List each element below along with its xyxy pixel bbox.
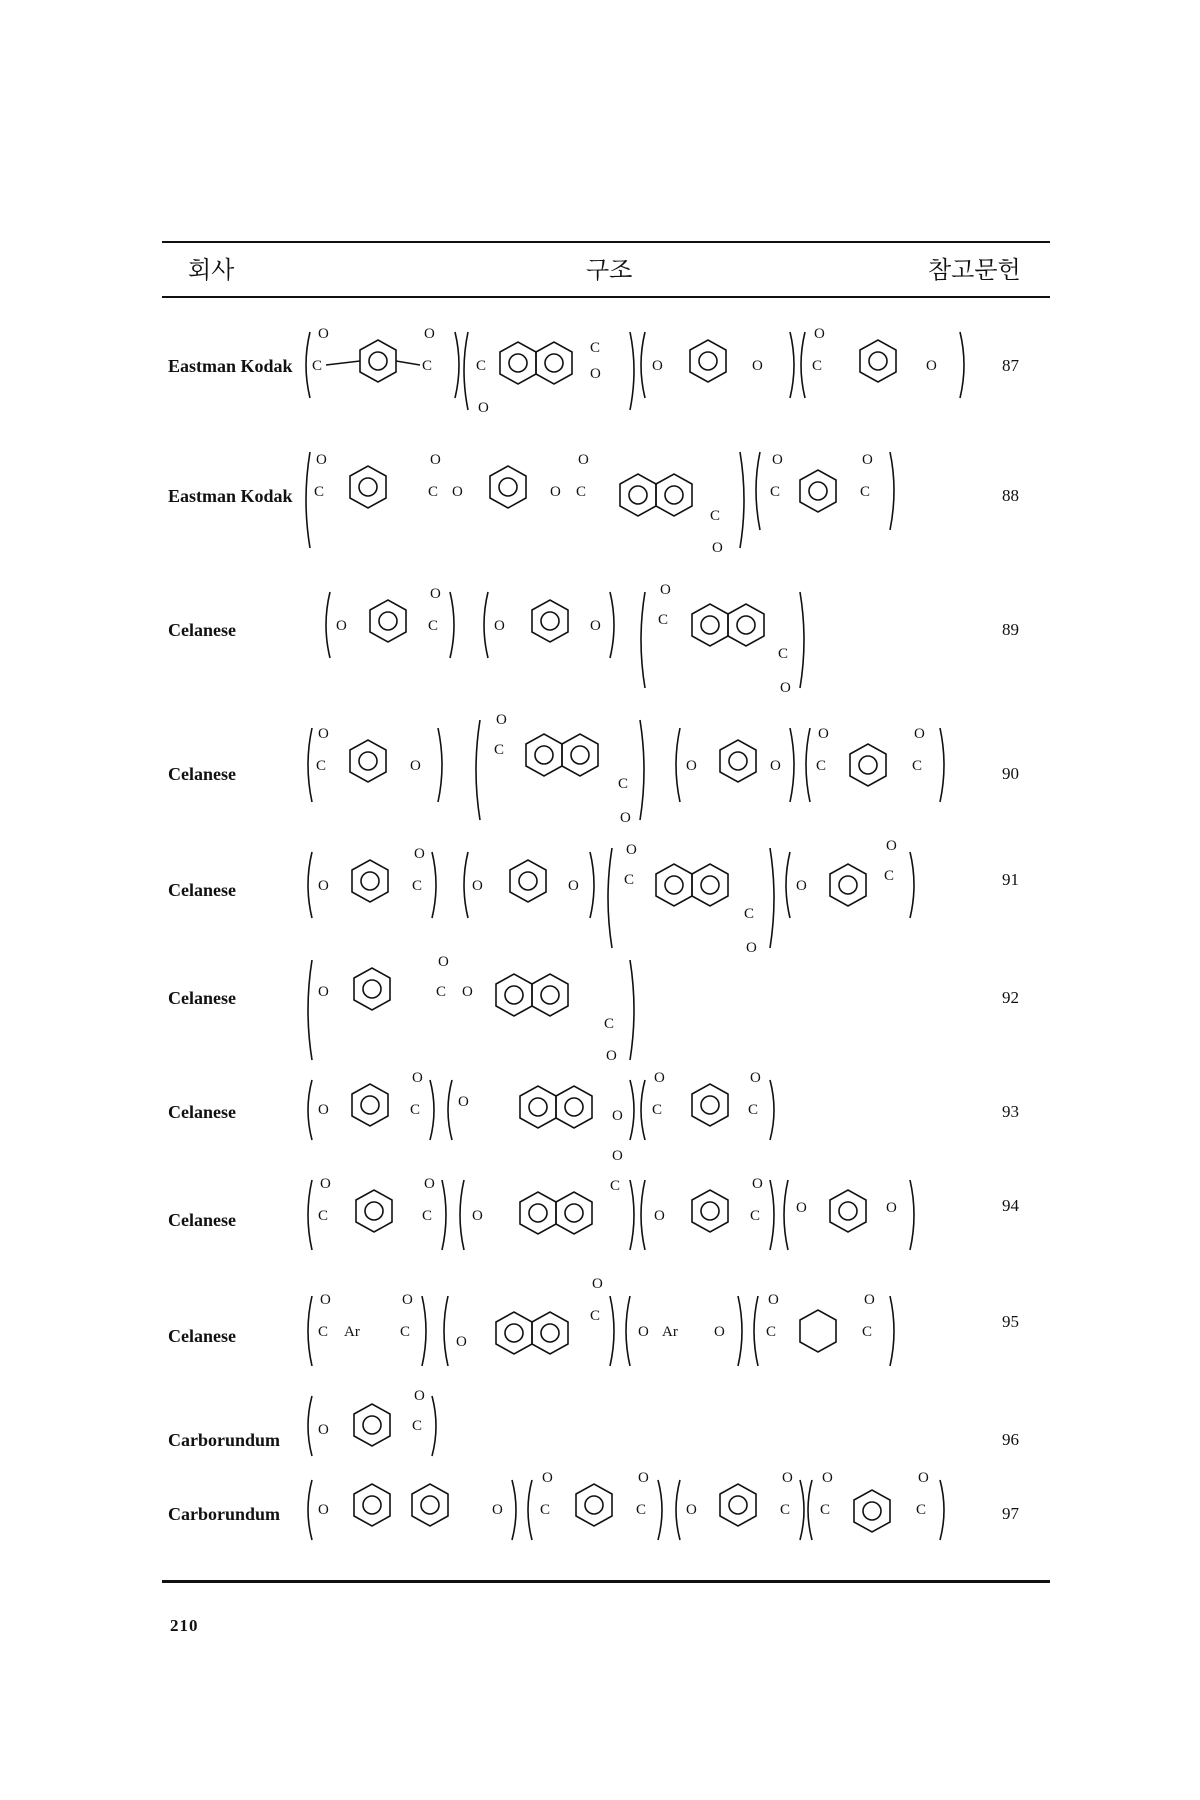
chemical-structure-95 (300, 1276, 980, 1386)
svg-text:O: O (768, 1292, 779, 1308)
reference-number: 97 (1002, 1504, 1019, 1523)
svg-text:O: O (320, 1292, 331, 1308)
svg-text:C: C (624, 872, 635, 888)
company-name: Celanese (168, 1102, 236, 1122)
svg-text:O: O (752, 358, 763, 374)
svg-text:O: O (886, 1200, 897, 1216)
svg-text:O: O (814, 326, 825, 342)
svg-text:O: O (590, 366, 601, 382)
svg-text:C: C (710, 508, 721, 524)
svg-text:O: O (478, 400, 489, 416)
chemical-structure-96 (300, 1390, 980, 1470)
svg-text:O: O (818, 726, 829, 742)
svg-text:O: O (864, 1292, 875, 1308)
svg-text:O: O (620, 810, 631, 826)
svg-text:O: O (430, 586, 441, 602)
svg-text:O: O (822, 1470, 833, 1486)
svg-text:O: O (542, 1470, 553, 1486)
svg-text:O: O (782, 1470, 793, 1486)
reference-number: 95 (1002, 1312, 1019, 1331)
chemical-structure-89 (300, 580, 980, 700)
svg-text:O: O (796, 1200, 807, 1216)
svg-text:C: C (770, 484, 781, 500)
svg-text:C: C (884, 868, 895, 884)
svg-text:C: C (778, 646, 789, 662)
table-header-rule (162, 296, 1050, 298)
company-name: Carborundum (168, 1430, 281, 1450)
svg-text:C: C (476, 358, 487, 374)
company-name: Celanese (168, 880, 236, 900)
company-name: Celanese (168, 988, 236, 1008)
svg-text:O: O (592, 1276, 603, 1292)
svg-text:O: O (336, 618, 347, 634)
svg-text:O: O (318, 326, 329, 342)
svg-text:C: C (862, 1324, 873, 1340)
reference-number: 94 (1002, 1196, 1019, 1215)
svg-text:O: O (496, 712, 507, 728)
svg-text:O: O (862, 452, 873, 468)
svg-text:O: O (318, 878, 329, 894)
svg-text:O: O (626, 842, 637, 858)
svg-text:C: C (410, 1102, 421, 1118)
svg-text:O: O (550, 484, 561, 500)
svg-text:C: C (744, 906, 755, 922)
company-name: Celanese (168, 764, 236, 784)
page-number: 210 (170, 1616, 199, 1635)
svg-text:Ar: Ar (344, 1324, 360, 1340)
svg-text:C: C (812, 358, 823, 374)
svg-text:C: C (618, 776, 629, 792)
svg-text:C: C (780, 1502, 791, 1518)
svg-text:O: O (430, 452, 441, 468)
svg-text:O: O (456, 1334, 467, 1350)
svg-text:C: C (576, 484, 587, 500)
svg-text:O: O (316, 452, 327, 468)
svg-text:O: O (660, 582, 671, 598)
svg-text:O: O (414, 846, 425, 862)
svg-text:C: C (766, 1324, 777, 1340)
svg-text:O: O (686, 758, 697, 774)
chemical-structure-93 (300, 1070, 980, 1160)
svg-text:C: C (428, 484, 439, 500)
svg-text:C: C (400, 1324, 411, 1340)
svg-text:C: C (422, 358, 433, 374)
svg-text:O: O (712, 540, 723, 556)
svg-text:C: C (318, 1208, 329, 1224)
svg-text:O: O (638, 1324, 649, 1340)
chemical-structure-90 (300, 710, 980, 830)
svg-text:O: O (492, 1502, 503, 1518)
svg-text:C: C (912, 758, 923, 774)
svg-text:O: O (918, 1470, 929, 1486)
chemical-structure-87 (300, 320, 980, 430)
svg-text:O: O (926, 358, 937, 374)
chemical-structure-92 (300, 954, 980, 1070)
svg-text:C: C (412, 878, 423, 894)
reference-number: 89 (1002, 620, 1019, 639)
chemical-structure-94 (300, 1148, 980, 1270)
svg-text:O: O (590, 618, 601, 634)
reference-number: 92 (1002, 988, 1019, 1007)
svg-text:O: O (438, 954, 449, 970)
svg-text:C: C (860, 484, 871, 500)
svg-text:O: O (318, 984, 329, 1000)
svg-text:C: C (750, 1208, 761, 1224)
chemical-structure-88 (300, 440, 980, 560)
svg-text:C: C (436, 984, 447, 1000)
reference-number: 96 (1002, 1430, 1019, 1449)
svg-text:O: O (638, 1470, 649, 1486)
svg-text:O: O (752, 1176, 763, 1192)
svg-text:C: C (610, 1178, 621, 1194)
svg-text:C: C (652, 1102, 663, 1118)
svg-text:O: O (424, 326, 435, 342)
svg-text:O: O (494, 618, 505, 634)
svg-text:O: O (402, 1292, 413, 1308)
svg-text:O: O (318, 1102, 329, 1118)
svg-text:O: O (412, 1070, 423, 1086)
reference-number: 91 (1002, 870, 1019, 889)
svg-text:O: O (654, 1208, 665, 1224)
table-bottom-rule (162, 1580, 1050, 1583)
column-header-reference: 참고문헌 (928, 256, 1021, 284)
svg-text:O: O (472, 1208, 483, 1224)
svg-text:O: O (606, 1048, 617, 1064)
svg-text:O: O (472, 878, 483, 894)
column-header-structure: 구조 (586, 256, 633, 284)
chemical-structure-97 (300, 1470, 980, 1560)
company-name: Eastman Kodak (168, 356, 293, 376)
svg-text:C: C (916, 1502, 927, 1518)
svg-text:C: C (314, 484, 325, 500)
svg-text:O: O (770, 758, 781, 774)
svg-text:O: O (462, 984, 473, 1000)
svg-text:C: C (590, 1308, 601, 1324)
svg-text:O: O (424, 1176, 435, 1192)
reference-number: 87 (1002, 356, 1019, 375)
svg-text:O: O (914, 726, 925, 742)
svg-text:O: O (612, 1148, 623, 1164)
company-name: Celanese (168, 620, 236, 640)
company-name: Carborundum (168, 1504, 281, 1524)
svg-text:O: O (780, 680, 791, 696)
svg-text:O: O (318, 726, 329, 742)
company-name: Celanese (168, 1326, 236, 1346)
svg-text:C: C (316, 758, 327, 774)
company-name: Eastman Kodak (168, 486, 293, 506)
svg-text:C: C (820, 1502, 831, 1518)
svg-text:O: O (750, 1070, 761, 1086)
svg-text:O: O (886, 838, 897, 854)
svg-text:C: C (604, 1016, 615, 1032)
svg-text:C: C (816, 758, 827, 774)
svg-text:O: O (320, 1176, 331, 1192)
reference-number: 93 (1002, 1102, 1019, 1121)
svg-text:O: O (414, 1388, 425, 1404)
table-top-rule (162, 241, 1050, 243)
svg-text:C: C (412, 1418, 423, 1434)
svg-text:Ar: Ar (662, 1324, 678, 1340)
svg-text:O: O (410, 758, 421, 774)
column-header-company: 회사 (188, 256, 235, 284)
svg-text:C: C (658, 612, 669, 628)
svg-text:C: C (590, 340, 601, 356)
svg-text:O: O (568, 878, 579, 894)
svg-text:O: O (458, 1094, 469, 1110)
svg-text:C: C (540, 1502, 551, 1518)
svg-text:C: C (422, 1208, 433, 1224)
svg-text:O: O (652, 358, 663, 374)
svg-text:O: O (452, 484, 463, 500)
svg-text:C: C (636, 1502, 647, 1518)
svg-text:C: C (494, 742, 505, 758)
svg-text:O: O (686, 1502, 697, 1518)
chemical-structure-91 (300, 840, 980, 960)
svg-text:O: O (654, 1070, 665, 1086)
svg-text:O: O (772, 452, 783, 468)
svg-text:C: C (748, 1102, 759, 1118)
svg-text:C: C (312, 358, 323, 374)
svg-text:O: O (714, 1324, 725, 1340)
svg-text:O: O (746, 940, 757, 956)
svg-text:O: O (796, 878, 807, 894)
svg-text:C: C (318, 1324, 329, 1340)
svg-text:O: O (612, 1108, 623, 1124)
svg-text:O: O (318, 1422, 329, 1438)
svg-text:O: O (578, 452, 589, 468)
reference-number: 88 (1002, 486, 1019, 505)
company-name: Celanese (168, 1210, 236, 1230)
svg-text:O: O (318, 1502, 329, 1518)
reference-number: 90 (1002, 764, 1019, 783)
svg-text:C: C (428, 618, 439, 634)
